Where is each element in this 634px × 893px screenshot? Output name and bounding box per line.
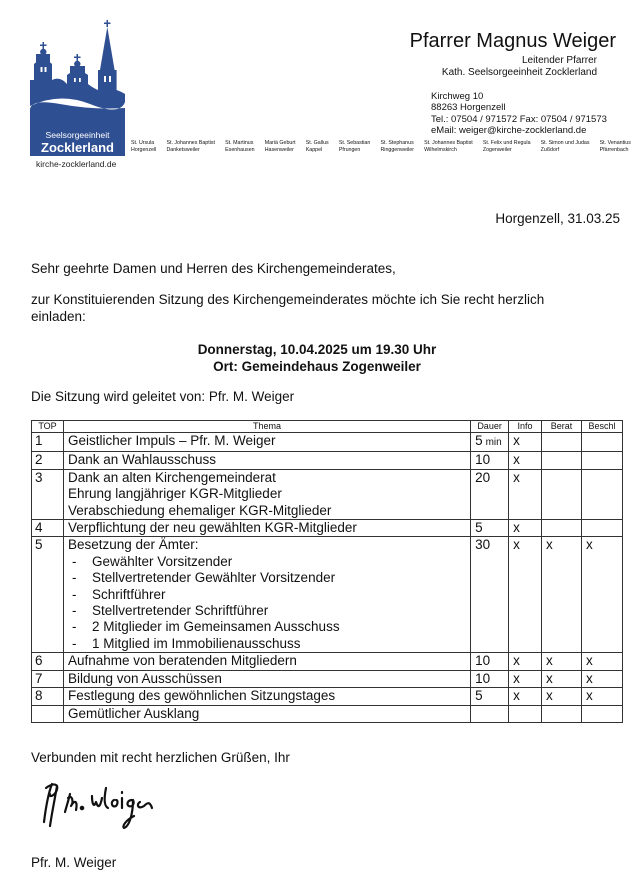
agenda-theme xyxy=(63,433,470,452)
agenda-theme xyxy=(63,705,470,722)
parish-item xyxy=(541,140,590,153)
sender-address xyxy=(431,91,607,136)
signature-icon xyxy=(38,772,163,834)
parish-name: St. Sebastian xyxy=(338,140,371,146)
agenda-dauer xyxy=(471,670,509,687)
agenda-row xyxy=(32,653,623,670)
theme-line: Dank an alten Kirchengemeinderat xyxy=(67,469,276,485)
agenda-dauer xyxy=(471,452,509,469)
agenda-dauer xyxy=(471,653,509,670)
parish-item xyxy=(483,140,531,153)
agenda-top: 6 xyxy=(32,653,64,670)
agenda-theme xyxy=(63,688,470,705)
sub-item-label: Gewählter Vorsitzender xyxy=(91,553,233,569)
sub-item-label: Schriftführer xyxy=(91,586,166,602)
agenda-row xyxy=(32,469,623,519)
dauer-value: 30 xyxy=(475,537,491,553)
parish-item xyxy=(225,140,254,153)
sub-item-label: 1 Mitglied im Immobilienausschuss xyxy=(91,635,301,651)
sub-item-label: 2 Mitglieder im Gemeinsamen Ausschuss xyxy=(91,619,340,635)
dash-icon: - xyxy=(71,570,77,586)
agenda-info: x xyxy=(509,469,542,519)
parish-location: Hasenweiler xyxy=(264,146,294,153)
agenda-theme xyxy=(63,653,470,670)
parish-item xyxy=(131,140,156,153)
agenda-info: x xyxy=(509,537,542,653)
date-line: Horgenzell, 31.03.25 xyxy=(495,211,620,226)
agenda-top: 3 xyxy=(32,469,64,519)
sub-item-label: Stellvertretender Gewählter Vorsitzender xyxy=(91,570,336,586)
signature xyxy=(38,772,163,834)
agenda-berat xyxy=(542,705,582,722)
agenda-berat: x xyxy=(542,653,582,670)
agenda-theme xyxy=(63,537,470,653)
sub-item xyxy=(68,636,466,652)
header-top: TOP xyxy=(32,421,64,433)
agenda-beschl xyxy=(581,469,622,519)
sender-role: Leitender Pfarrer xyxy=(521,55,597,66)
parish-name: Mariä Geburt xyxy=(264,140,296,146)
agenda-info: x xyxy=(509,433,542,452)
dauer-value: 10 xyxy=(475,452,491,468)
address-street: Kirchweg 10 xyxy=(431,91,484,102)
agenda-berat xyxy=(542,452,582,469)
agenda-top xyxy=(32,705,64,722)
dauer-unit: min xyxy=(485,437,502,448)
sub-item xyxy=(68,603,466,619)
agenda-row xyxy=(32,433,623,452)
theme-line: Aufnahme von beratenden Mitgliedern xyxy=(67,653,297,669)
parish-location: Zußdorf xyxy=(540,146,560,153)
agenda-row xyxy=(32,537,623,653)
agenda-info: x xyxy=(509,670,542,687)
address-phone: Tel.: 07504 / 971572 Fax: 07504 / 971573 xyxy=(431,113,607,125)
parish-location: Pfrungen xyxy=(338,146,361,153)
agenda-berat xyxy=(542,469,582,519)
dauer-value: 5 xyxy=(475,520,483,536)
logo-text-top: Seelsorgeeinheit xyxy=(45,130,110,140)
agenda-top: 8 xyxy=(32,688,64,705)
sub-item-label: Stellvertretender Schriftführer xyxy=(91,603,269,619)
agenda-dauer xyxy=(471,520,509,537)
theme-line: Verpflichtung der neu gewählten KGR-Mitglieder xyxy=(67,520,357,536)
parish-item xyxy=(424,140,473,153)
dash-icon: - xyxy=(71,603,77,619)
agenda-top: 2 xyxy=(32,452,64,469)
agenda-beschl: x xyxy=(581,688,622,705)
agenda-dauer xyxy=(471,469,509,519)
parish-location: Horgenzell xyxy=(131,146,157,153)
header-berat: Berat xyxy=(542,421,582,433)
agenda-beschl: x xyxy=(581,537,622,653)
agenda-header-row xyxy=(32,421,623,433)
agenda-theme xyxy=(63,670,470,687)
agenda-info: x xyxy=(509,688,542,705)
parish-list xyxy=(131,140,631,153)
dauer-value: 10 xyxy=(475,653,491,669)
meeting-date: Donnerstag, 10.04.2025 um 19.30 Uhr xyxy=(197,342,437,357)
theme-line: Geistlicher Impuls – Pfr. M. Weiger xyxy=(67,433,276,448)
agenda-berat xyxy=(542,520,582,537)
parish-location: Wilhelmskirch xyxy=(424,146,457,153)
agenda-theme xyxy=(63,469,470,519)
agenda-row xyxy=(32,670,623,687)
dash-icon: - xyxy=(71,586,77,602)
agenda-beschl xyxy=(581,452,622,469)
parish-name: St. Gallus xyxy=(305,140,329,146)
theme-line: Verabschiedung ehemaliger KGR-Mitglieder xyxy=(67,502,332,518)
dauer-value: 5 xyxy=(475,688,483,704)
parish-name: St. Venantius xyxy=(599,140,631,146)
signoff: Pfr. M. Weiger xyxy=(31,855,117,870)
parish-location: Esenhausen xyxy=(225,146,255,153)
agenda-dauer xyxy=(471,705,509,722)
dash-icon: - xyxy=(71,619,77,635)
theme-line: Festlegung des gewöhnlichen Sitzungstages xyxy=(67,688,336,704)
theme-line: Bildung von Ausschüssen xyxy=(67,670,222,686)
theme-line: Ehrung langjähriger KGR-Mitglieder xyxy=(67,486,282,502)
agenda-dauer xyxy=(471,688,509,705)
parish-name: St. Ursula xyxy=(131,140,155,146)
dash-icon: - xyxy=(71,635,77,651)
agenda-beschl xyxy=(581,520,622,537)
agenda-beschl: x xyxy=(581,670,622,687)
closing-text: Verbunden mit recht herzlichen Grüßen, Ihr xyxy=(31,750,290,765)
agenda-info: x xyxy=(509,452,542,469)
logo-text-main: Zocklerland xyxy=(41,140,114,155)
dash-icon: - xyxy=(71,553,77,569)
agenda-top: 4 xyxy=(32,520,64,537)
parish-item xyxy=(265,140,296,153)
agenda-row xyxy=(32,520,623,537)
parish-name: St. Johannes Baptist xyxy=(424,140,473,146)
agenda-row xyxy=(32,452,623,469)
parish-name: St. Martinus xyxy=(225,140,254,146)
parish-location: Zogenweiler xyxy=(482,146,512,153)
address-city: 88263 Horgenzell xyxy=(431,102,506,114)
agenda-dauer xyxy=(471,433,509,452)
parish-location: Danketsweiler xyxy=(166,146,200,153)
logo xyxy=(30,18,125,156)
agenda-info: x xyxy=(509,520,542,537)
agenda-beschl xyxy=(581,433,622,452)
agenda-table xyxy=(31,420,623,723)
parish-name: St. Johannes Baptist xyxy=(166,140,216,146)
agenda-beschl xyxy=(581,705,622,722)
church-logo-icon xyxy=(30,18,125,156)
parish-name: St. Felix und Regula xyxy=(482,140,531,146)
parish-item xyxy=(600,140,631,153)
sub-item xyxy=(68,570,466,586)
agenda-beschl: x xyxy=(581,653,622,670)
logo-url: kirche-zocklerland.de xyxy=(36,159,117,169)
parish-location: Pfärrenbach xyxy=(599,146,629,153)
dauer-value: 5 xyxy=(475,433,483,448)
agenda-info xyxy=(509,705,542,722)
header-dauer: Dauer xyxy=(471,421,509,433)
theme-line: Dank an Wahlausschuss xyxy=(67,452,217,468)
parish-name: St. Simon und Judas xyxy=(540,140,590,146)
header-thema: Thema xyxy=(63,421,470,433)
agenda-berat: x xyxy=(542,670,582,687)
parish-item xyxy=(306,140,329,153)
sub-item xyxy=(68,619,466,635)
parish-item xyxy=(166,140,215,153)
sub-item xyxy=(68,587,466,603)
agenda-top: 5 xyxy=(32,537,64,653)
parish-location: Ringgenweiler xyxy=(380,146,415,153)
sender-name: Pfarrer Magnus Weiger xyxy=(409,30,616,52)
agenda-top: 1 xyxy=(32,433,64,452)
intro-text: zur Konstituierenden Sitzung des Kirchengemeinderates möchte ich Sie recht herzlich einladen: xyxy=(31,292,545,324)
parish-item xyxy=(339,140,371,153)
meeting-info xyxy=(0,341,634,375)
parish-location: Kappel xyxy=(305,146,323,153)
theme-line: Gemütlicher Ausklang xyxy=(67,705,200,721)
address-email: eMail: weiger@kirche-zocklerland.de xyxy=(431,124,587,136)
dauer-value: 10 xyxy=(475,670,491,686)
sender-unit: Kath. Seelsorgeeinheit Zocklerland xyxy=(441,67,597,78)
agenda-berat xyxy=(542,433,582,452)
parish-item xyxy=(380,140,414,153)
agenda-row xyxy=(32,688,623,705)
sub-item xyxy=(68,554,466,570)
chair-line: Die Sitzung wird geleitet von: Pfr. M. Weiger xyxy=(31,389,295,404)
agenda-berat: x xyxy=(542,537,582,653)
salutation: Sehr geehrte Damen und Herren des Kirchengemeinderates, xyxy=(31,261,396,276)
meeting-place: Ort: Gemeindehaus Zogenweiler xyxy=(213,359,421,374)
agenda-row xyxy=(32,705,623,722)
agenda-dauer xyxy=(471,537,509,653)
header-beschl: Beschl xyxy=(581,421,622,433)
dauer-value: 20 xyxy=(475,469,491,485)
agenda-theme xyxy=(63,452,470,469)
agenda-info: x xyxy=(509,653,542,670)
header-info: Info xyxy=(509,421,542,433)
agenda-berat: x xyxy=(542,688,582,705)
agenda-top: 7 xyxy=(32,670,64,687)
theme-line: Besetzung der Ämter: xyxy=(67,537,199,553)
agenda-theme xyxy=(63,520,470,537)
parish-name: St. Stephanus xyxy=(380,140,414,146)
